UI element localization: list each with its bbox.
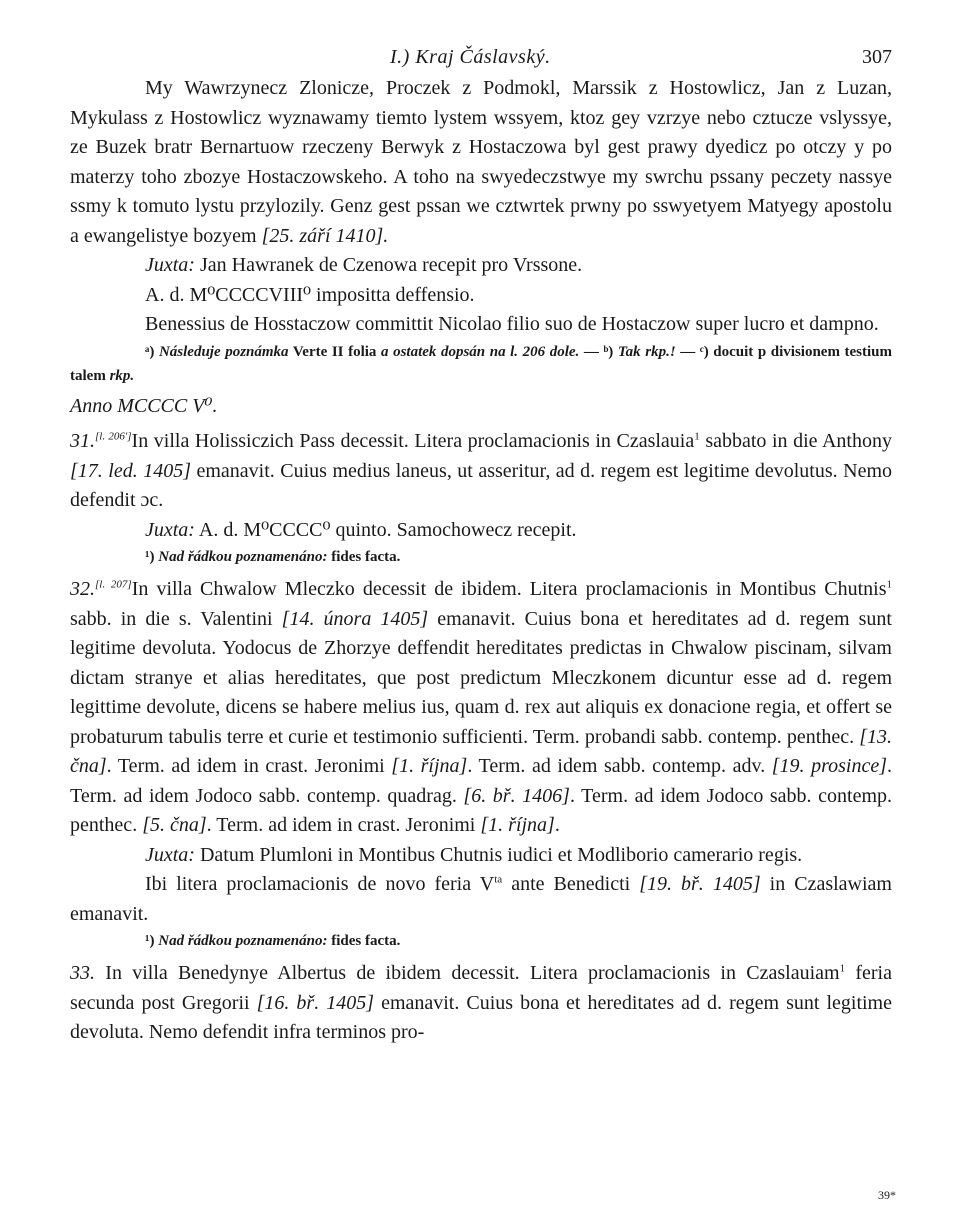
footnote-32: ¹) Nad řádkou poznamenáno: fides facta. — [145, 933, 401, 949]
paragraph-benessius: Benessius de Hosstaczow committit Nicolao filio suo de Hostaczow super lucro et dampno. — [145, 313, 879, 335]
entry-31: 31.[l. 206']In villa Holissiczich Pass decessit. Litera proclamacionis in Czaslauia$^1$ sabbato in die Anthony [17. led. 1405] emanavit. Cuius medius laneus, ut asseritur, ad d. regem est legitime devolutus. Nemo defendit ɔc. — [70, 430, 893, 511]
section-heading-anno: Anno MCCCC V⁰. — [70, 394, 218, 417]
footnote-a: ᵃ) Následuje poznámka Verte II folia a ostatek dopsán na l. 206 dole. — ᵇ) Tak rkp.! — ᶜ) docuit p divisionem testium talem rkp. — [70, 343, 893, 384]
juxta-note: Juxta: Jan Hawranek de Czenowa recepit pro Vrssone. — [145, 254, 583, 276]
entry-32: 32.[l. 207]In villa Chwalow Mleczko decessit de ibidem. Litera proclamacionis in Montibus Chutnis$^1$ sabb. in die s. Valentini [14. února 1405] emanavit. Cuius bona et hereditates ad d. regem sunt legitime devoluta. Yodocus de Zhorzye deffendit hereditates predictas in Chwalow piscinam, silvam dictam stranye et alias hereditates, que post predictum Mleczkonem dicuntur esse ad d. regem legittime devolute, dicens se habere melius ius, quam d. rex aut aliquis ex donacione regia, et offert se probaturum tabulis terre et curie et testimonio sufficienti. Term. probandi sabb. contemp. penthec. [13. čna]. Term. ad idem in crast. Jeronimi [1. října]. Term. ad idem sabb. contemp. adv. [19. prosince]. Term. ad idem Jodoco sabb. contemp. quadrag. [6. bř. 1406]. Term. ad idem Jodoco sabb. contemp. penthec. [5. čna]. Term. ad idem in crast. Jeronimi [1. října]. — [70, 578, 893, 836]
signature-mark: 39* — [878, 1188, 896, 1202]
date-bracket: [25. září 1410]. — [261, 224, 389, 247]
juxta-note-31: Juxta: A. d. M⁰CCCC⁰ quinto. Samochowecz recepit. — [145, 518, 577, 541]
juxta-note-32: Juxta: Datum Plumloni in Montibus Chutnis iudici et Modliborio camerario regis. — [145, 843, 803, 866]
page-header — [70, 34, 892, 74]
paragraph-declaration: My Wawrzynecz Zlonicze, Proczek z Podmokl, Marssik z Hostowlicz, Jan z Luzan, Mykulass z Hostowlicz wyznawamy tiemto lystem wssyem, ktoz gey vzrzye nebo cztucze vslyssye, ze Buzek bratr Bernartuow rzeczeny Berwyk z Hostaczowa byl gest prawy dyedicz po otczy y po materzy toho zbozye Hostaczowskeho. A toho na swyedeczstwye my swrchu pssany peczety nassye ssmy k tomuto lystu przylozily. Genz gest pssan we cztwrtek prwny po sswyetyem Matyegy apostolu a ewangelistye bozyem [25. září 1410]. — [70, 77, 892, 247]
ad-line: A. d. M⁰CCCCVIII⁰ impositta deffensio. — [145, 283, 475, 306]
document-page — [70, 34, 892, 1048]
entry-33: 33. In villa Benedynye Albertus de ibidem decessit. Litera proclamacionis in Czaslauiam$^1$ feria secunda post Gregorii [16. bř. 1405] emanavit. Cuius bona et hereditates ad d. regem sunt legitime devoluta. Nemo defendit infra terminos pro- — [70, 962, 892, 1043]
page-number: 307 — [862, 46, 892, 68]
paragraph-ibi: Ibi litera proclamacionis de novo feria $V^{ta}$ ante Benedicti [19. bř. 1405] in Czaslawiam emanavit. — [70, 873, 892, 925]
footnote-31: ¹) Nad řádkou poznamenáno: fides facta. — [145, 549, 401, 565]
running-title: I.) Kraj Čáslavský. — [390, 46, 551, 68]
